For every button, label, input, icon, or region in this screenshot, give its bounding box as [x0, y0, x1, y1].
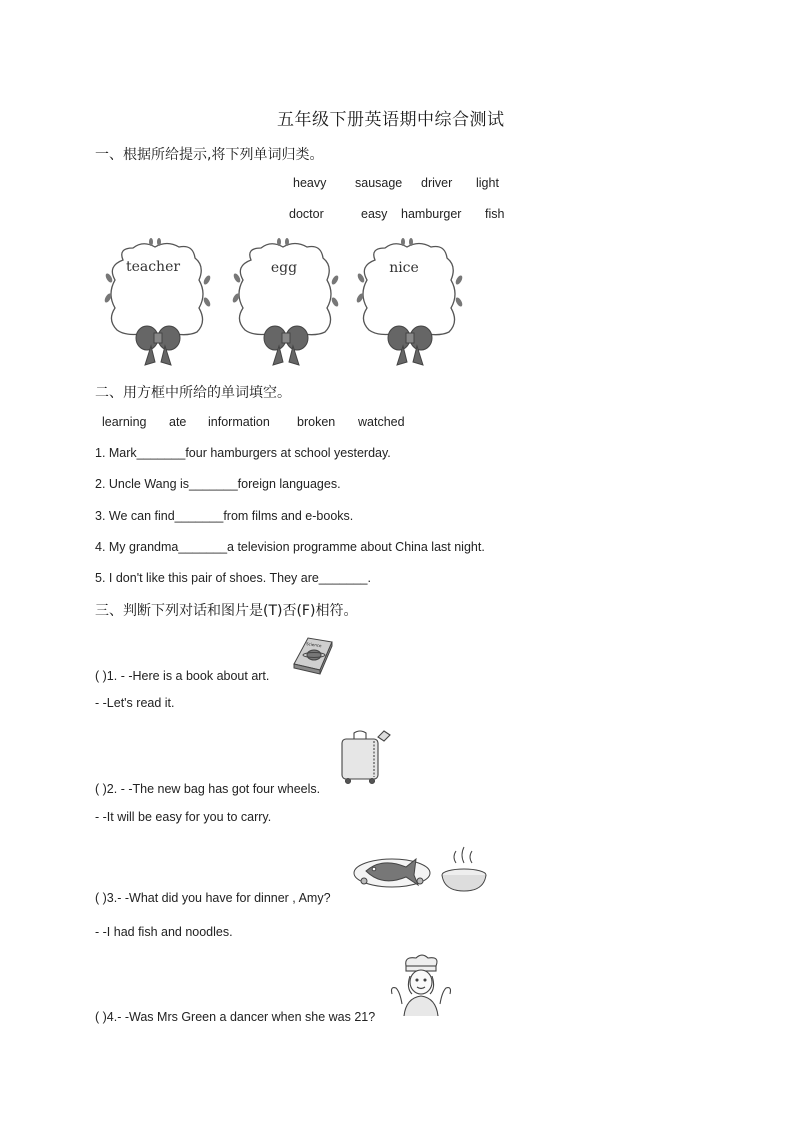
judge-question-4: ( )4.- -Was Mrs Green a dancer when she was 21?: [95, 1010, 376, 1024]
bank-word-ate: ate: [169, 415, 187, 429]
bank-word-information: information: [208, 415, 270, 429]
word-heavy: heavy: [293, 176, 327, 190]
word-sausage: sausage: [355, 176, 403, 190]
suitcase-icon: [336, 727, 394, 785]
frame-label-egg: egg: [270, 260, 298, 276]
frame-teacher: [103, 238, 213, 368]
judge-question-3: ( )3.- -What did you have for dinner , Amy?: [95, 891, 331, 905]
section-2-heading: 二、用方框中所给的单词填空。: [95, 385, 291, 401]
word-easy: easy: [361, 207, 388, 221]
fill-question-4: 4. My grandma_______a television programme about China last night.: [95, 540, 485, 554]
judge-answer-1: - -Let's read it.: [95, 696, 175, 710]
bank-word-watched: watched: [358, 415, 405, 429]
word-fish: fish: [485, 207, 505, 221]
frame-egg: [231, 238, 341, 368]
fill-question-3: 3. We can find_______from films and e-books.: [95, 509, 354, 523]
judge-question-2: ( )2. - -The new bag has got four wheels.: [95, 782, 321, 796]
cook-icon: [388, 954, 454, 1022]
fill-question-2: 2. Uncle Wang is_______foreign languages.: [95, 477, 341, 491]
judge-answer-3: - -I had fish and noodles.: [95, 925, 233, 939]
bank-word-broken: broken: [297, 415, 336, 429]
judge-question-1: ( )1. - -Here is a book about art.: [95, 669, 270, 683]
frame-nice: [355, 238, 465, 368]
word-light: light: [476, 176, 499, 190]
section-1-heading: 一、根据所给提示,将下列单词归类。: [95, 147, 324, 163]
frame-label-teacher: teacher: [125, 259, 181, 275]
fill-question-5: 5. I don't like this pair of shoes. They are_______.: [95, 571, 371, 585]
word-hamburger: hamburger: [401, 207, 462, 221]
bank-word-learning: learning: [102, 415, 147, 429]
page-title: 五年级下册英语期中综合测试: [277, 110, 505, 130]
science-book-icon: [290, 634, 334, 676]
fill-question-1: 1. Mark_______four hamburgers at school yesterday.: [95, 446, 391, 460]
judge-answer-2: - -It will be easy for you to carry.: [95, 810, 272, 824]
book-cover-title: Science: [305, 641, 322, 649]
word-driver: driver: [421, 176, 453, 190]
fish-and-rice-icon: [352, 843, 492, 895]
frame-label-nice: nice: [389, 260, 419, 276]
section-3-heading: 三、判断下列对话和图片是(T)否(F)相符。: [95, 603, 358, 619]
word-doctor: doctor: [289, 207, 324, 221]
